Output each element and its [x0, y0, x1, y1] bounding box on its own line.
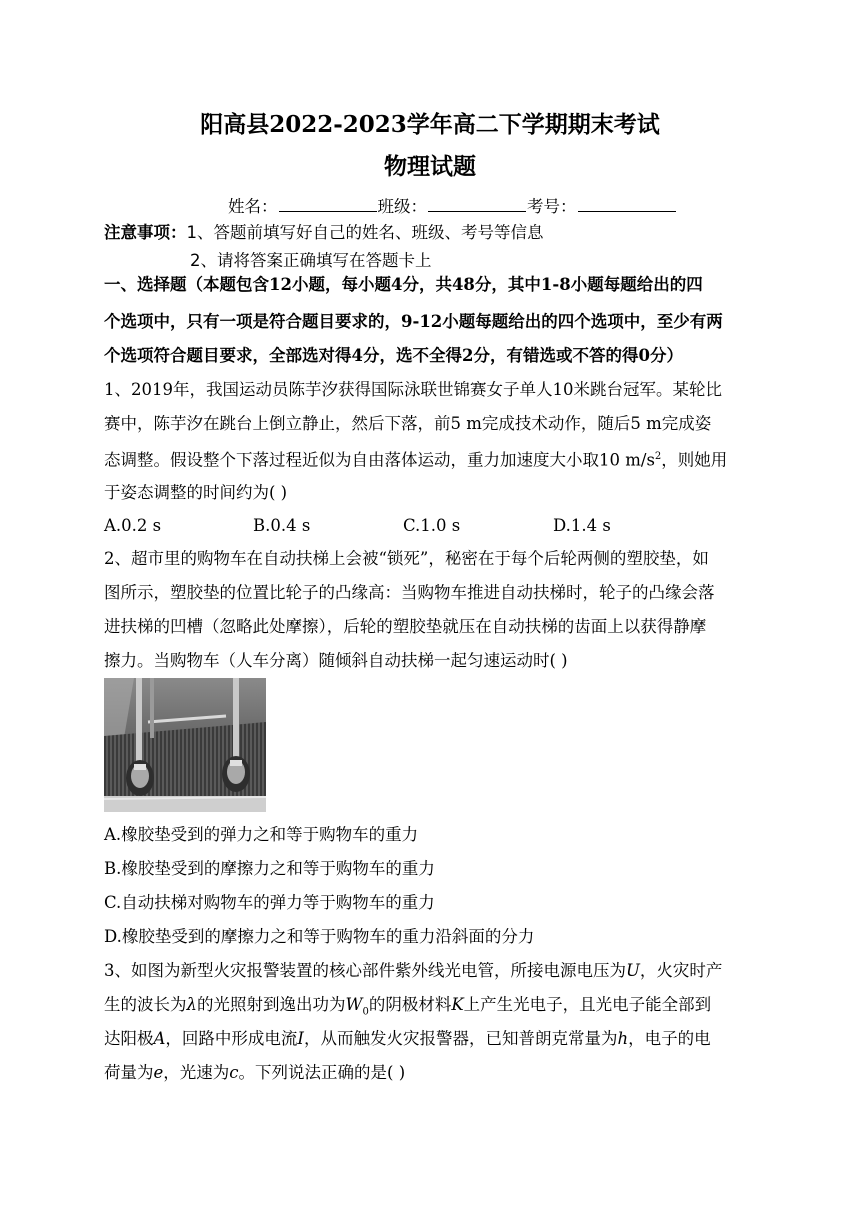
q2-line-4: 擦力。当购物车（人车分离）随倾斜自动扶梯一起匀速运动时( ) [104, 651, 568, 670]
q3-var-u: U [626, 961, 640, 980]
q3-var-a: A [153, 1029, 166, 1048]
q3-text: 荷量为 [104, 1063, 154, 1082]
q3-var-k: K [451, 995, 464, 1014]
name-label: 姓名： [228, 197, 278, 216]
q1-exponent: 2 [654, 451, 662, 462]
q3-var-e: e [153, 1063, 164, 1082]
q3-text: 。下列说法正确的是( ) [238, 1063, 406, 1082]
q3-text: ，光速为 [163, 1063, 230, 1082]
notice-item-1: 1、答题前填写好自己的姓名、班级、考号等信息 [186, 223, 544, 242]
q1-option-b[interactable]: B.0.4 s [253, 516, 311, 535]
q3-line-1 [104, 960, 764, 982]
q1-line-3 [104, 446, 764, 472]
number-label: 考号： [527, 197, 577, 216]
section-line-3: 个选项符合题目要求，全部选对得4分，选不全得2分，有错选或不答的得0分） [104, 346, 683, 365]
q3-var-lambda: λ [186, 995, 197, 1014]
q3-text: ，从而触发火灾报警器，已知普朗克常量为 [303, 1029, 618, 1048]
class-blank[interactable] [428, 196, 526, 212]
q2-option-d[interactable]: D.橡胶垫受到的摩擦力之和等于购物车的重力沿斜面的分力 [104, 927, 535, 946]
exam-subtitle: 物理试题 [384, 153, 476, 180]
q3-text: 的阴极材料 [368, 995, 452, 1014]
name-blank[interactable] [279, 196, 377, 212]
exam-title: 阳高县2022-2023学年高二下学期期末考试 [200, 111, 660, 138]
q3-var-w: W [345, 995, 363, 1014]
q1-line-2: 赛中，陈芋汐在跳台上倒立静止，然后下落，前5 m完成技术动作，随后5 m完成姿 [104, 414, 712, 433]
q3-var-i: I [297, 1029, 304, 1048]
q3-text: 达阳极 [104, 1029, 154, 1048]
q3-subscript: 0 [362, 1006, 369, 1018]
q3-line-4 [104, 1062, 764, 1084]
q3-var-h: h [617, 1029, 629, 1048]
q2-line-1: 2、超市里的购物车在自动扶梯上会被“锁死”，秘密在于每个后轮两侧的塑胶垫，如 [104, 549, 709, 568]
section-line-1: 一、选择题（本题包含12小题，每小题4分，共48分，其中1-8小题每题给出的四 [104, 275, 703, 294]
q1-option-a[interactable]: A.0.2 s [104, 516, 162, 535]
class-label: 班级： [377, 197, 427, 216]
q3-text: ，电子的电 [628, 1029, 711, 1048]
section-line-2: 个选项中，只有一项是符合题目要求的，9-12小题每题给出的四个选项中，至少有两 [104, 312, 723, 331]
q1-line-4: 于姿态调整的时间约为( ) [104, 483, 288, 502]
student-info-row [228, 196, 860, 218]
q3-text: ，回路中形成电流 [165, 1029, 298, 1048]
number-blank[interactable] [578, 196, 676, 212]
notice-label: 注意事项： [104, 223, 187, 242]
q1-line-1: 1、2019年，我国运动员陈芋汐获得国际泳联世锦赛女子单人10米跳台冠军。某轮比 [104, 380, 722, 399]
q3-text: 上产生光电子，且光电子能全部到 [463, 995, 712, 1014]
q2-option-b[interactable]: B.橡胶垫受到的摩擦力之和等于购物车的重力 [104, 859, 435, 878]
q1-line-3-text: 态调整。假设整个下落过程近似为自由落体运动，重力加速度大小取10 m/s [104, 450, 655, 470]
q2-line-2: 图所示，塑胶垫的位置比轮子的凸缘高：当购物车推进自动扶梯时，轮子的凸缘会落 [104, 583, 715, 602]
q3-line-3 [104, 1028, 764, 1050]
q1-option-c[interactable]: C.1.0 s [403, 516, 461, 535]
q3-text: 生的波长为 [104, 995, 187, 1014]
escalator-cart-photo [104, 678, 266, 812]
notice-item-2: 2、请将答案正确填写在答题卡上 [190, 251, 432, 270]
q1-option-d[interactable]: D.1.4 s [553, 516, 611, 535]
q2-option-a[interactable]: A.橡胶垫受到的弹力之和等于购物车的重力 [104, 825, 419, 844]
q3-text: 的光照射到逸出功为 [196, 995, 346, 1014]
q2-option-c[interactable]: C.自动扶梯对购物车的弹力等于购物车的重力 [104, 893, 435, 912]
q3-line-2 [104, 994, 764, 1023]
notice-line-1 [104, 222, 764, 244]
q3-text: 3、如图为新型火灾报警装置的核心部件紫外线光电管，所接电源电压为 [104, 961, 626, 980]
q3-var-c: c [229, 1063, 239, 1082]
q2-line-3: 进扶梯的凹槽（忽略此处摩擦），后轮的塑胶垫就压在自动扶梯的齿面上以获得静摩 [104, 617, 707, 636]
q1-line-3-end: ，则她用 [661, 450, 728, 470]
q3-text: ，火灾时产 [639, 961, 723, 980]
